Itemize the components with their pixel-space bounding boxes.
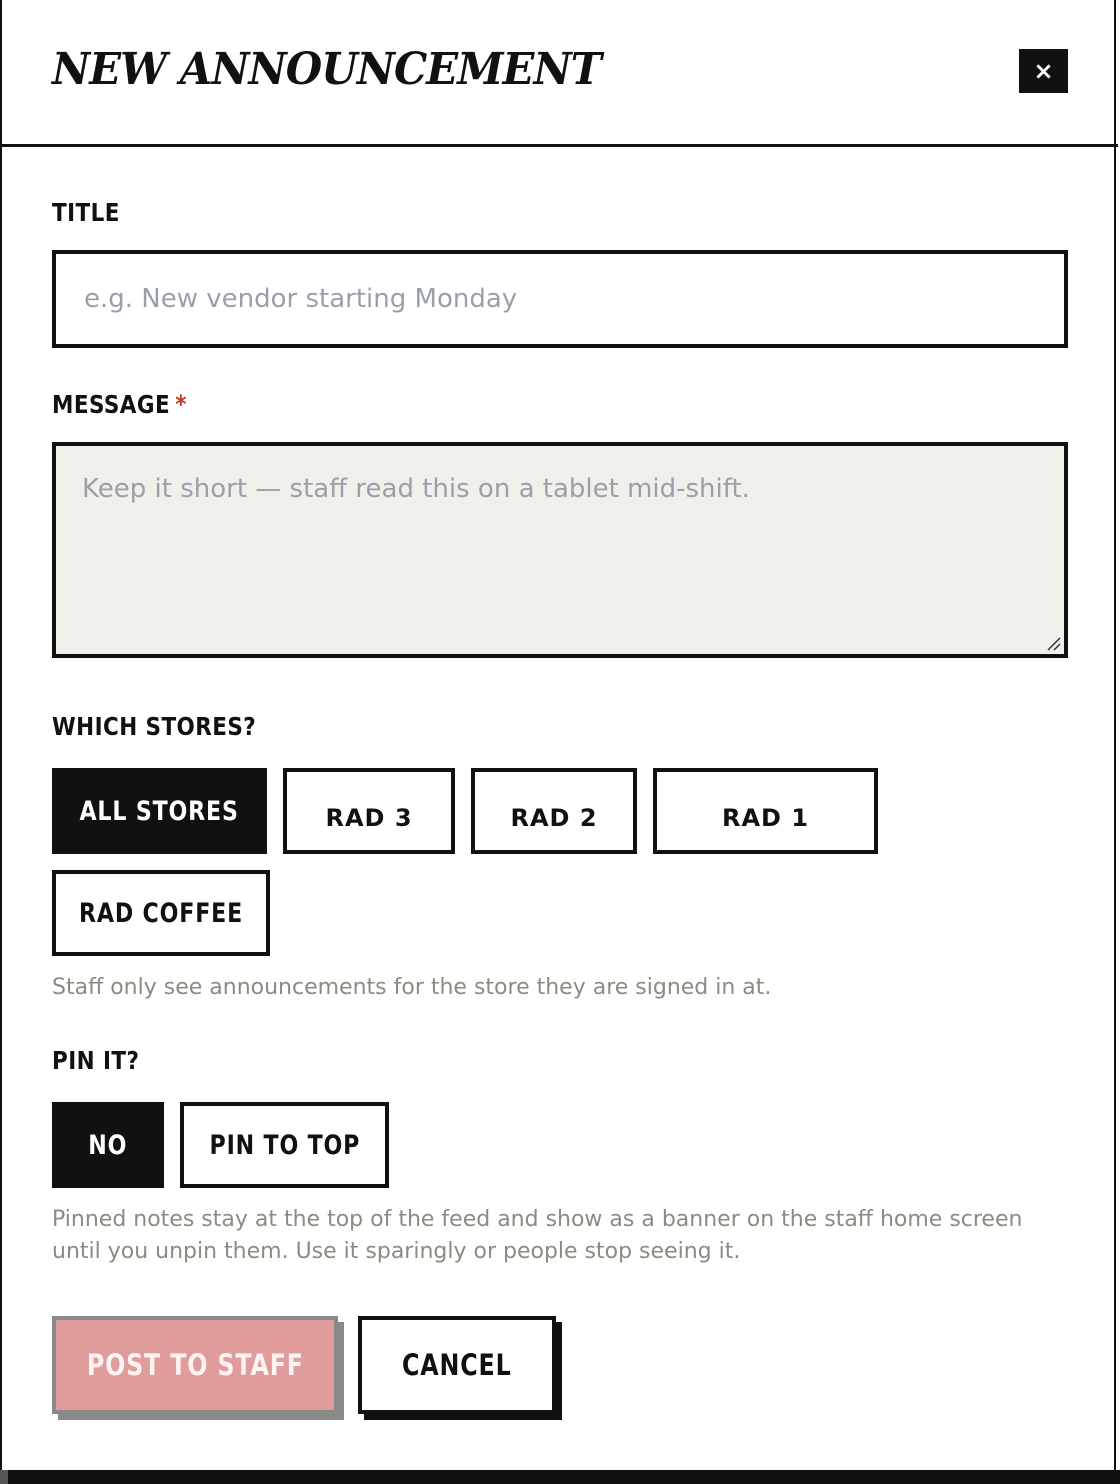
stores-hint: Staff only see announcements for the store they are signed in at.: [52, 975, 772, 1000]
pin-option-label: NO: [88, 1129, 128, 1161]
store-option-all-stores[interactable]: [52, 768, 267, 854]
cancel-button-label: CANCEL: [402, 1348, 512, 1382]
store-option-rad-1[interactable]: [653, 768, 878, 854]
pin-hint: Pinned notes stay at the top of the feed and show as a banner on the staff home screen until you unpin them. Use it sparingly or people stop seeing it.: [52, 1207, 1023, 1264]
title-label: TITLE: [52, 198, 120, 227]
stores-label: WHICH STORES?: [52, 712, 257, 741]
store-option-rad-3[interactable]: [283, 768, 455, 854]
title-input[interactable]: [52, 250, 1068, 348]
close-icon: ×: [1033, 57, 1054, 85]
pin-label: PIN IT?: [52, 1046, 140, 1075]
required-marker: *: [175, 390, 187, 419]
post-button-label: POST TO STAFF: [86, 1348, 304, 1382]
pin-option-no[interactable]: [52, 1102, 164, 1188]
bottom-edge-corner: [0, 1470, 8, 1484]
store-option-rad-coffee[interactable]: [52, 870, 270, 956]
pin-option-pin-to-top[interactable]: [180, 1102, 389, 1188]
resize-grip-icon[interactable]: [1046, 636, 1062, 652]
store-option-label: ALL STORES: [79, 795, 240, 827]
message-label-text: MESSAGE: [52, 390, 171, 419]
pin-option-label: PIN TO TOP: [209, 1129, 360, 1161]
close-button[interactable]: [1019, 49, 1068, 93]
store-option-label: RAD 1: [721, 804, 810, 832]
message-textarea[interactable]: [52, 442, 1068, 658]
store-option-label: RAD 3: [325, 804, 413, 832]
bottom-edge: [0, 1470, 1120, 1484]
cancel-button[interactable]: [358, 1316, 556, 1414]
store-option-label: RAD 2: [510, 804, 598, 832]
message-label: [52, 390, 187, 419]
post-to-staff-button[interactable]: [52, 1316, 338, 1414]
store-option-label: RAD COFFEE: [78, 897, 244, 929]
modal-header: [2, 0, 1118, 147]
store-option-rad-2[interactable]: [471, 768, 637, 854]
modal-title: NEW ANNOUNCEMENT: [52, 44, 601, 95]
